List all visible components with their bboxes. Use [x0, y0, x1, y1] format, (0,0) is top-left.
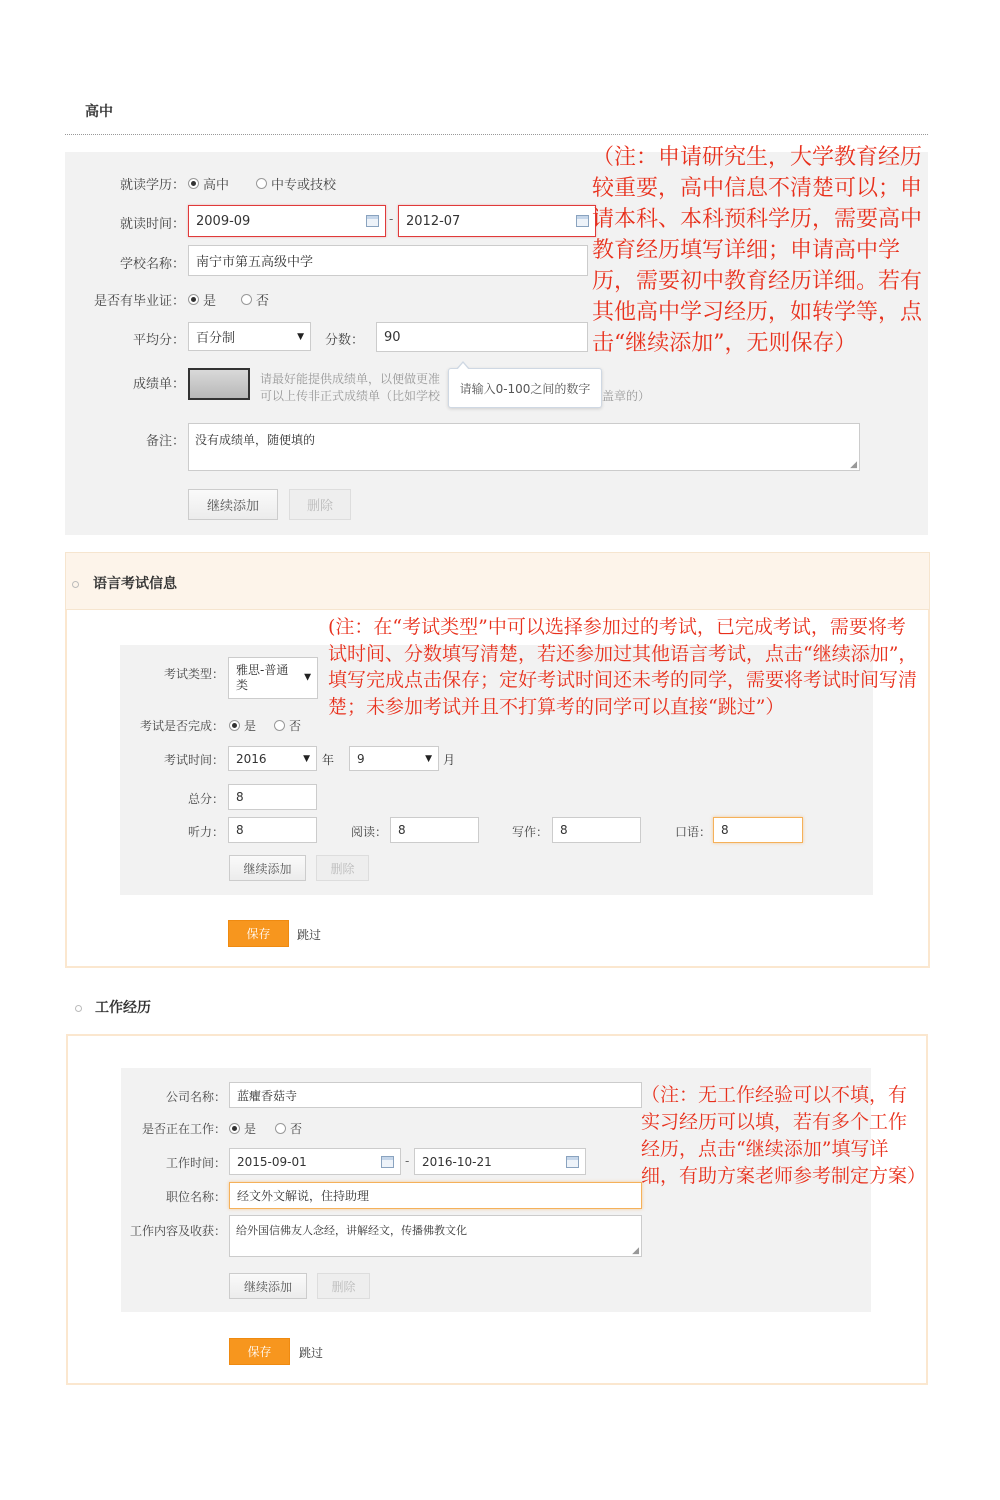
position-input[interactable]: 经文外文解说，住持助理 — [229, 1182, 642, 1209]
calendar-icon[interactable] — [576, 215, 589, 227]
score-tooltip: 请输入0-100之间的数字 — [448, 368, 602, 408]
currently-working-yes[interactable]: 是 — [229, 1120, 256, 1137]
calendar-icon[interactable] — [366, 215, 379, 227]
dropdown-arrow-icon: ▼ — [425, 753, 432, 764]
start-date-input[interactable]: 2009-09 — [188, 205, 386, 237]
section-divider — [65, 134, 928, 135]
reading-label: 阅读： — [351, 825, 388, 839]
radio-unchecked-icon — [241, 294, 252, 305]
exam-year-select[interactable]: 2016 ▼ — [228, 746, 317, 771]
reading-score-input[interactable]: 8 — [390, 817, 479, 843]
writing-score-input[interactable]: 8 — [552, 817, 641, 843]
listening-label: 听力： — [187, 825, 224, 839]
listening-score-input[interactable]: 8 — [228, 817, 317, 843]
score-input[interactable]: 90 — [376, 322, 588, 352]
radio-checked-icon — [188, 178, 199, 189]
education-option-high-school[interactable]: 高中 — [188, 174, 229, 193]
resize-handle-icon[interactable]: ◢ — [850, 460, 857, 470]
education-option-vocational[interactable]: 中专或技校 — [256, 174, 336, 193]
radio-checked-icon — [229, 1123, 240, 1134]
score-label: 分数： — [325, 333, 365, 348]
transcript-hint-line1: 请最好能提供成绩单，以便做更准 — [260, 372, 441, 386]
gpa-label: 平均分： — [132, 333, 185, 348]
work-content-label: 工作内容及收获： — [129, 1224, 226, 1238]
calendar-icon[interactable] — [566, 1156, 579, 1168]
transcript-hint-line2: 可以上传非正式成绩单（比如学校 — [260, 389, 441, 403]
certificate-label: 是否有毕业证： — [93, 294, 185, 309]
skip-link[interactable]: 跳过 — [299, 1346, 324, 1360]
work-section-title: 工作经历 — [95, 1000, 151, 1016]
speaking-score-input[interactable]: 8 — [713, 817, 803, 843]
exam-completed-label: 考试是否完成： — [139, 719, 224, 733]
remark-textarea[interactable]: 没有成绩单，随便填的 ◢ — [188, 423, 860, 471]
language-note: (注：在“考试类型”中可以选择参加过的考试，已完成考试，需要将考试时间、分数填写清楚，若还参加过其他语言考试，点击“继续添加”，填写完成点击保存；定好考试时间还未考的同学，需要将考试时间写清楚；未参加考试并且不打算考的同学可以直接“跳过”） — [328, 616, 918, 718]
speaking-label: 口语： — [675, 825, 712, 839]
study-period-label: 就读时间： — [119, 217, 185, 232]
resize-handle-icon[interactable]: ◢ — [632, 1246, 639, 1256]
high-school-title: 高中 — [85, 104, 113, 120]
grade-scale-select[interactable]: 百分制 ▼ — [188, 322, 311, 351]
work-start-date-input[interactable]: 2015-09-01 — [229, 1148, 401, 1175]
work-content-textarea[interactable]: 给外国信佛友人念经，讲解经文，传播佛教文化 ◢ — [229, 1215, 642, 1257]
dropdown-arrow-icon: ▼ — [304, 672, 311, 683]
transcript-label: 成绩单： — [132, 377, 185, 392]
currently-working-no[interactable]: 否 — [275, 1120, 302, 1137]
delete-button[interactable]: 删除 — [317, 1273, 370, 1299]
section-bullet-icon — [72, 577, 79, 592]
add-more-button[interactable]: 继续添加 — [229, 1273, 307, 1299]
calendar-icon[interactable] — [381, 1156, 394, 1168]
certificate-option-yes[interactable]: 是 — [188, 290, 216, 309]
school-name-label: 学校名称： — [119, 257, 185, 272]
company-name-label: 公司名称： — [165, 1090, 226, 1104]
date-separator: - — [405, 1154, 410, 1168]
end-date-input[interactable]: 2012-07 — [398, 205, 596, 237]
language-section-title: 语言考试信息 — [93, 576, 177, 592]
company-name-input[interactable]: 蓝癯香菇寺 — [229, 1082, 642, 1108]
certificate-option-no[interactable]: 否 — [241, 290, 269, 309]
save-button[interactable]: 保存 — [229, 1338, 290, 1365]
total-score-label: 总分： — [187, 792, 224, 806]
dropdown-arrow-icon: ▼ — [297, 331, 304, 342]
radio-unchecked-icon — [256, 178, 267, 189]
exam-month-select[interactable]: 9 ▼ — [349, 746, 439, 771]
writing-label: 写作： — [512, 825, 549, 839]
radio-unchecked-icon — [274, 720, 285, 731]
currently-working-label: 是否正在工作： — [141, 1122, 226, 1136]
skip-link[interactable]: 跳过 — [297, 928, 322, 942]
date-separator: - — [389, 212, 394, 226]
exam-type-label: 考试类型： — [163, 667, 224, 681]
delete-button[interactable]: 删除 — [316, 855, 369, 881]
exam-type-select[interactable]: 雅思-普通 类 ▼ — [228, 657, 318, 699]
exam-time-label: 考试时间： — [163, 753, 224, 767]
exam-completed-yes[interactable]: 是 — [229, 717, 256, 734]
dropdown-arrow-icon: ▼ — [303, 753, 310, 764]
add-more-button[interactable]: 继续添加 — [229, 855, 306, 881]
radio-checked-icon — [229, 720, 240, 731]
month-unit: 月 — [443, 753, 456, 767]
save-button[interactable]: 保存 — [228, 920, 289, 947]
position-label: 职位名称： — [165, 1190, 226, 1204]
school-name-input[interactable]: 南宁市第五高级中学 — [188, 245, 588, 276]
language-section-header — [65, 552, 930, 610]
transcript-upload-button[interactable] — [188, 368, 250, 400]
high-school-note: （注：申请研究生，大学教育经历较重要，高中信息不清楚可以；申请本科、本科预科学历，需要高中教育经历填写详细；申请高中学历，需要初中教育经历详细。若有其他高中学习经历，如转学等，点击“继续添加”，无则保存） — [592, 145, 923, 356]
tooltip-pointer-inner — [457, 363, 469, 370]
year-unit: 年 — [322, 753, 335, 767]
exam-completed-no[interactable]: 否 — [274, 717, 301, 734]
delete-button[interactable]: 删除 — [289, 489, 351, 520]
work-end-date-input[interactable]: 2016-10-21 — [414, 1148, 586, 1175]
radio-unchecked-icon — [275, 1123, 286, 1134]
radio-checked-icon — [188, 294, 199, 305]
remark-label: 备注： — [145, 434, 185, 449]
transcript-hint-tail: 盖章的） — [602, 389, 651, 403]
work-note: （注：无工作经验可以不填，有实习经历可以填，若有多个工作经历，点击“继续添加”填写详细，有助方案老师参考制定方案） — [641, 1084, 927, 1187]
work-period-label: 工作时间： — [165, 1156, 226, 1170]
total-score-input[interactable]: 8 — [228, 784, 317, 810]
add-more-button[interactable]: 继续添加 — [188, 489, 278, 520]
section-bullet-icon — [75, 1001, 82, 1016]
education-level-label: 就读学历： — [119, 178, 185, 193]
